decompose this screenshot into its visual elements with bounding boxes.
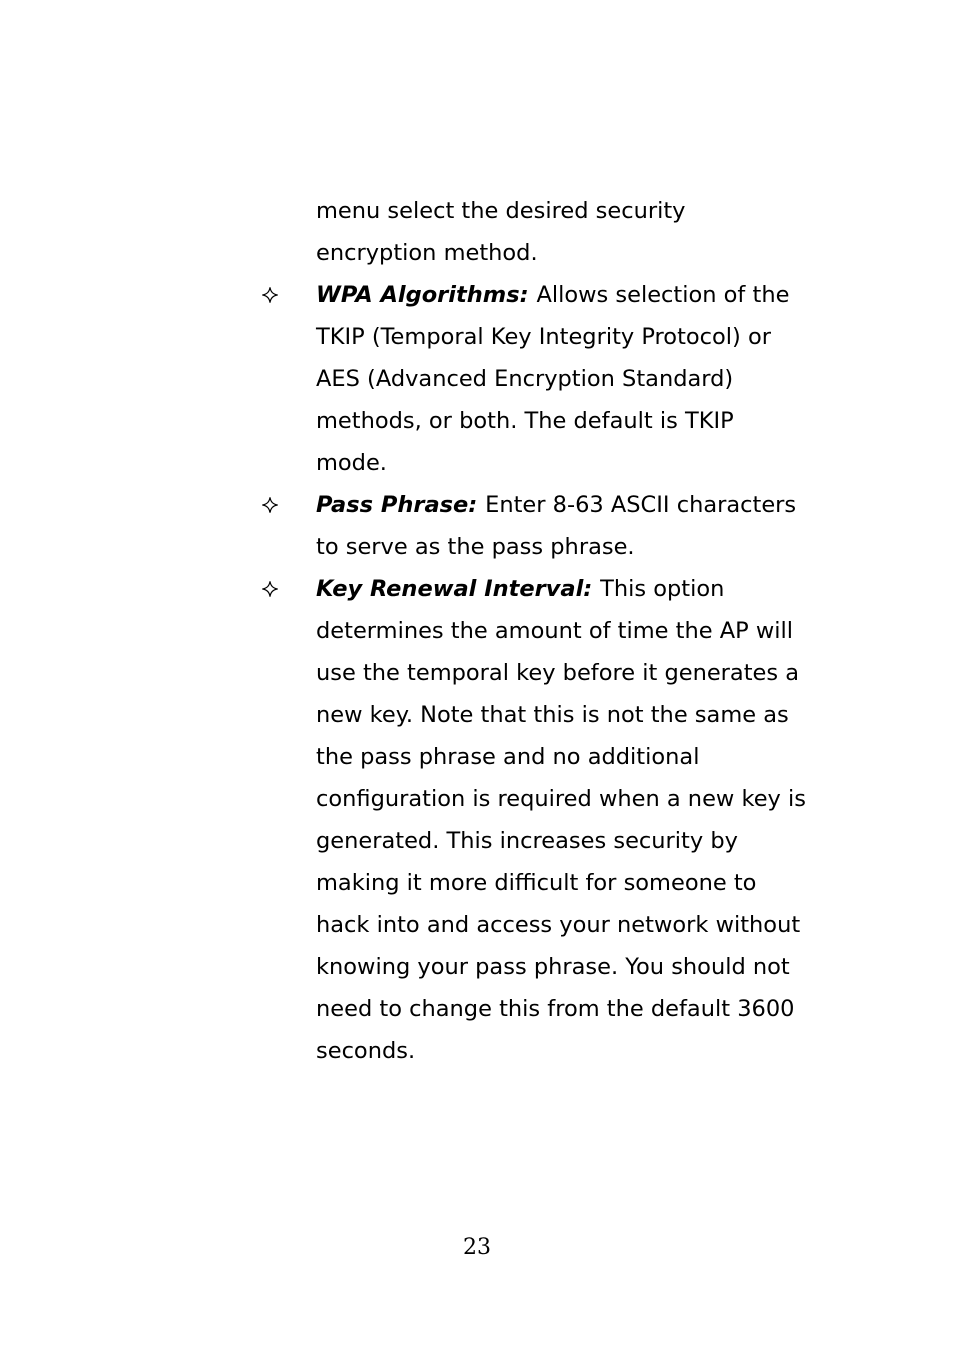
intro-paragraph: menu select the desired security encryption method. bbox=[316, 198, 686, 266]
term-wpa-algorithms: WPA Algorithms: bbox=[316, 282, 537, 308]
description-key-renewal-interval: This option determines the amount of time the AP will use the temporal key before it generates a new key. Note that this is not the same as the pass phrase and no additional configuration is required when a new key is generated. This increases security by making it more difficult for someone to hack into and access your network without knowing your pass phrase. You should not need to change this from the default 3600 seconds. bbox=[316, 576, 806, 1064]
four-point-star-bullet-icon bbox=[258, 568, 282, 610]
list-item-pass-phrase bbox=[316, 484, 806, 568]
list-item-wpa-algorithms bbox=[316, 274, 806, 484]
list-item-key-renewal-interval bbox=[316, 568, 806, 1072]
page-number: 23 bbox=[463, 1235, 491, 1260]
term-pass-phrase: Pass Phrase: bbox=[316, 492, 486, 518]
four-point-star-bullet-icon bbox=[258, 274, 282, 316]
body-text bbox=[316, 190, 806, 1072]
description-pass-phrase: Enter 8-63 ASCII characters to serve as the pass phrase. bbox=[316, 492, 797, 560]
term-key-renewal-interval: Key Renewal Interval: bbox=[316, 576, 601, 602]
four-point-star-bullet-icon bbox=[258, 484, 282, 526]
description-wpa-algorithms: Allows selection of the TKIP (Temporal Key Integrity Protocol) or AES (Advanced Encryption Standard) methods, or both. The default is TKIP mode. bbox=[316, 282, 790, 476]
